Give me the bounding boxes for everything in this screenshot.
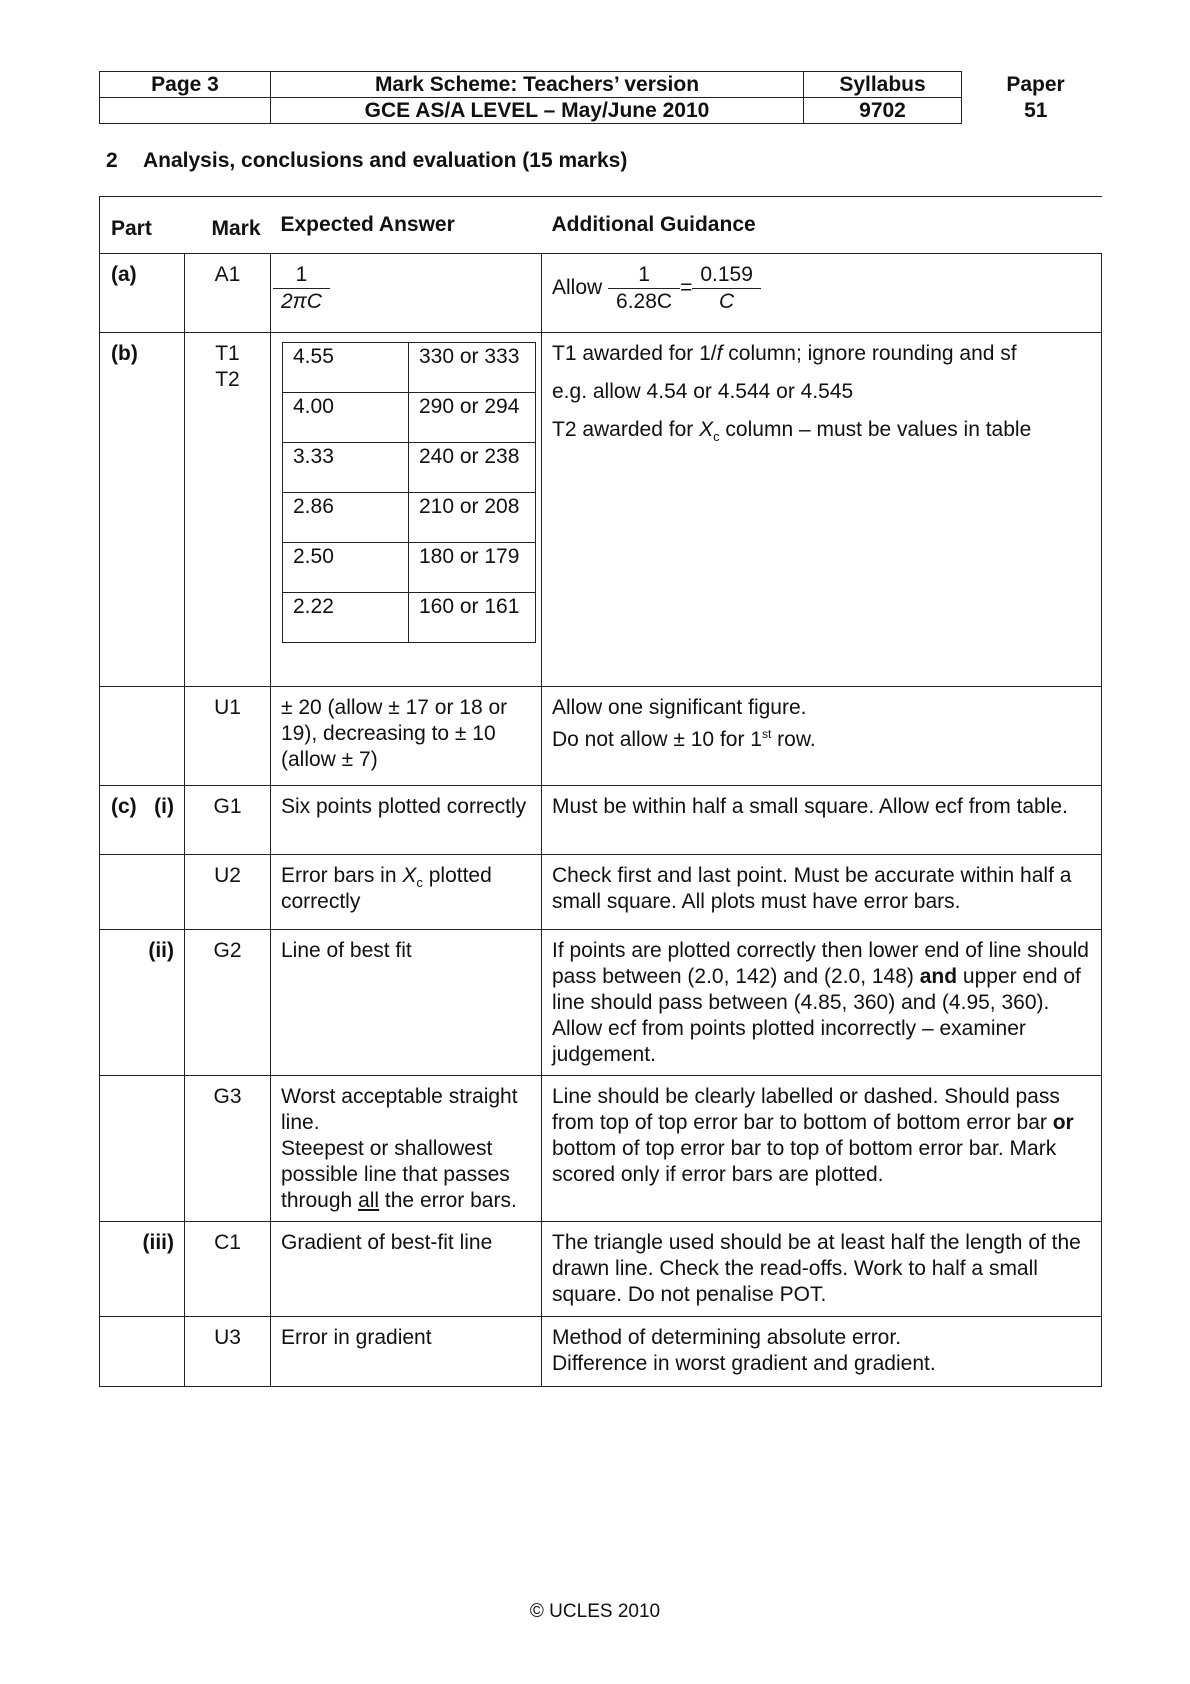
section-number: 2 [106, 149, 118, 172]
results-table-row [283, 343, 536, 393]
table-row [100, 1317, 1102, 1387]
fraction-numerator: 1 [273, 262, 330, 289]
expected-answer [271, 333, 542, 687]
mark-code: G2 [185, 930, 271, 1076]
fraction-denominator: 6.28C [616, 290, 673, 313]
results-table-row [283, 593, 536, 643]
header-table [99, 71, 1110, 124]
page-number: Page 3 [100, 72, 271, 98]
part-label [100, 687, 185, 786]
additional-guidance: The triangle used should be at least half the length of the drawn line. Check the read-offs. Work to half a small square. Do not penalise POT. [542, 1222, 1102, 1317]
mark-code-t2: T2 [215, 368, 240, 391]
table-row [100, 1222, 1102, 1317]
equals-sign: = [680, 276, 693, 300]
part-label: (b) [100, 333, 185, 687]
fraction-denominator: 2πC [281, 290, 322, 313]
expected-line: Steepest or shallowest possible line that passes through all the error bars. [281, 1137, 517, 1212]
results-table-row [283, 393, 536, 443]
mark-code: U3 [185, 1317, 271, 1387]
table-row [100, 333, 1102, 687]
guidance-example: e.g. allow 4.54 or 4.544 or 4.545 [552, 380, 854, 403]
additional-guidance [542, 333, 1102, 687]
reactance-cell: 330 or 333 [409, 343, 536, 393]
paper-number: 51 [1024, 98, 1048, 122]
results-table-row [283, 443, 536, 493]
results-table [282, 342, 536, 643]
table-row [100, 786, 1102, 855]
part-label: (c) (i) [100, 786, 185, 855]
results-table-row [283, 543, 536, 593]
expected-answer: ± 20 (allow ± 17 or 18 or 19), decreasing to ± 10 (allow ± 7) [271, 687, 542, 786]
expected-answer: Gradient of best-fit line [271, 1222, 542, 1317]
empty-cell [100, 98, 271, 124]
expected-answer [271, 1076, 542, 1222]
document-title: Mark Scheme: Teachers’ version [271, 72, 804, 98]
fraction [692, 262, 761, 315]
inverse-frequency-cell: 2.50 [283, 543, 409, 593]
section-heading [106, 149, 627, 173]
reactance-cell: 180 or 179 [409, 543, 536, 593]
mark-code: U1 [185, 687, 271, 786]
inverse-frequency-cell: 4.55 [283, 343, 409, 393]
guidance-line: Allow one significant figure. [552, 696, 807, 719]
mark-code: G3 [185, 1076, 271, 1222]
guidance-line: Do not allow ± 10 for 1st row. [552, 727, 816, 751]
part-label: (iii) [100, 1222, 185, 1317]
guidance-t1: T1 awarded for 1/f column; ignore rounding and sf [552, 342, 1017, 365]
column-header-part: Part [100, 197, 185, 254]
results-table-row [283, 493, 536, 543]
reactance-cell: 160 or 161 [409, 593, 536, 643]
additional-guidance: Check first and last point. Must be accurate within half a small square. All plots must have error bars. [542, 855, 1102, 930]
expected-answer [271, 254, 542, 333]
part-label [100, 855, 185, 930]
reactance-cell: 290 or 294 [409, 393, 536, 443]
syllabus-code: 9702 [804, 98, 962, 124]
reactance-cell: 210 or 208 [409, 493, 536, 543]
guidance-line: Difference in worst gradient and gradient. [552, 1352, 936, 1375]
table-row [100, 1076, 1102, 1222]
fraction [273, 262, 330, 315]
section-title: Analysis, conclusions and evaluation (15 marks) [143, 149, 628, 172]
part-label [100, 1317, 185, 1387]
mark-code: G1 [185, 786, 271, 855]
guidance-line: Method of determining absolute error. [552, 1326, 902, 1349]
fraction-numerator: 0.159 [692, 262, 761, 289]
document-subtitle: GCE AS/A LEVEL – May/June 2010 [271, 98, 804, 124]
table-row [100, 930, 1102, 1076]
expected-answer: Six points plotted correctly [271, 786, 542, 855]
footer-copyright: © UCLES 2010 [529, 1601, 661, 1622]
inverse-frequency-cell: 4.00 [283, 393, 409, 443]
table-row [100, 254, 1102, 333]
part-label: (a) [100, 254, 185, 333]
table-row [100, 687, 1102, 786]
reactance-cell: 240 or 238 [409, 443, 536, 493]
additional-guidance: If points are plotted correctly then lower end of line should pass between (2.0, 142) and (2.0, 148) and upper end of line should pass between (4.85, 360) and (4.95, 360). Allow ecf from points plotted incorrectly – examiner judgement. [542, 930, 1102, 1076]
additional-guidance: Line should be clearly labelled or dashed. Should pass from top of top error bar to bottom of bottom error bar or bottom of top error bar to top of bottom error bar. Mark scored only if error bars are plotted. [542, 1076, 1102, 1222]
additional-guidance [542, 254, 1102, 333]
allow-text: Allow [552, 276, 603, 300]
additional-guidance: Must be within half a small square. Allow ecf from table. [542, 786, 1102, 855]
paper-label: Paper [1006, 72, 1065, 96]
expected-answer: Line of best fit [271, 930, 542, 1076]
inverse-frequency-cell: 3.33 [283, 443, 409, 493]
mark-scheme-table [99, 196, 1102, 1387]
fraction [608, 262, 680, 315]
table-row [100, 855, 1102, 930]
expected-line: Worst acceptable straight line. [281, 1085, 518, 1134]
mark-code: U2 [185, 855, 271, 930]
part-label: (ii) [100, 930, 185, 1076]
mark-code: A1 [185, 254, 271, 333]
syllabus-label: Syllabus [804, 72, 962, 98]
column-header-guidance: Additional Guidance [542, 197, 1102, 254]
mark-code-t1: T1 [215, 342, 240, 365]
additional-guidance [542, 1317, 1102, 1387]
guidance-t2: T2 awarded for $X_c$ column – must be values in table [552, 418, 1032, 445]
expected-answer: Error in gradient [271, 1317, 542, 1387]
column-header-expected: Expected Answer [271, 197, 542, 254]
expected-answer: Error bars in $X_c$ plotted correctly [271, 855, 542, 930]
additional-guidance [542, 687, 1102, 786]
table-header-row [100, 197, 1102, 254]
column-header-mark: Mark [185, 197, 271, 254]
fraction-denominator: C [719, 290, 735, 313]
mark-code: C1 [185, 1222, 271, 1317]
inverse-frequency-cell: 2.22 [283, 593, 409, 643]
fraction-numerator: 1 [608, 262, 680, 289]
part-label [100, 1076, 185, 1222]
inverse-frequency-cell: 2.86 [283, 493, 409, 543]
mark-code [185, 333, 271, 687]
